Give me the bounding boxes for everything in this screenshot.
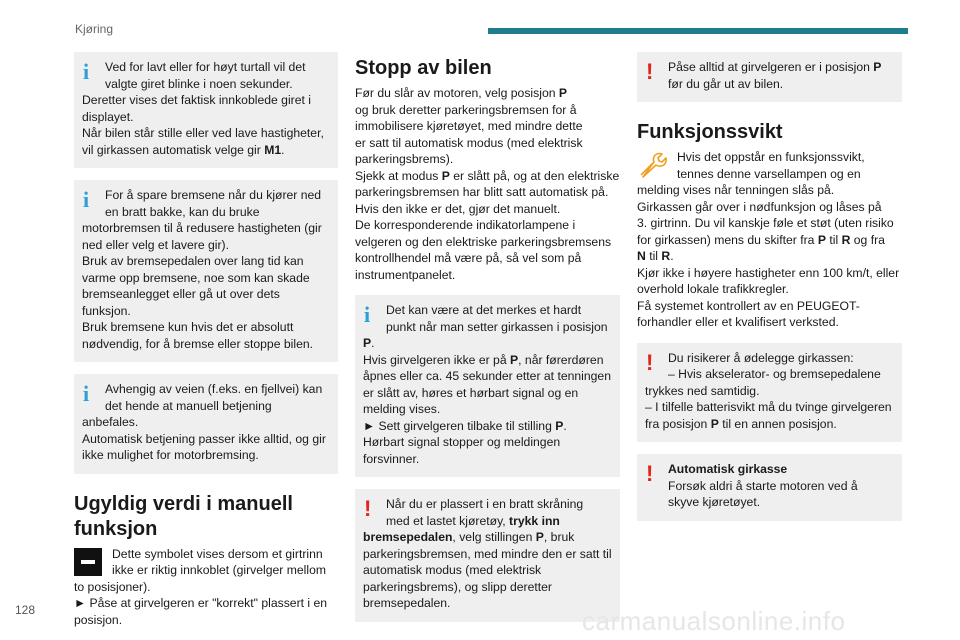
info-icon: i <box>83 381 90 406</box>
warning-box: ! Påse alltid at girvelgeren er i posisjon P før du går ut av bilen. <box>637 52 902 102</box>
gear-fault-symbol-icon <box>74 548 102 576</box>
info-box: i For å spare bremsene når du kjører ned en bratt bakke, kan du bruke motorbremsen til å redusere hastigheten (gir ned eller velg et lavere gir). Bruk av bremsepedalen over lang tid kan varme opp bremsene, noe som kan skade bremseanlegget eller gå ut over dets funksjon. Bruk bremsene kun hvis det er absolutt nødvendig, for å bremse eller stoppe bilen. <box>74 180 338 362</box>
paragraph: Dette symbolet vises dersom et girtrinn ikke er riktig innkoblet (girvelger mellom to posisjoner). ► Påse at girvelgeren er "korrekt" plassert i en posisjon. <box>74 546 328 627</box>
info-box: i Ved for lavt eller for høyt turtall vil det valgte giret blinke i noen sekunder. Deretter vises det faktisk innkoblede giret i displayet. Når bilen står stille eller ved lave hastigheter, vil girkassen automatisk velge gir M1. <box>74 52 338 168</box>
page-number: 128 <box>15 603 36 617</box>
info-box: i Det kan være at det merkes et hardt punkt når man setter girkassen i posisjon P. Hvis girvelgeren ikke er på P, når førerdøren åpnes eller ca. 45 sekunder etter at tenningen er slått av, høres et hørbart signal og en melding vises. ► Sett girvelgeren tilbake til stilling P. Hørbart signal stopper og meldingen forsvinner. <box>355 295 620 477</box>
section-heading: Stopp av bilen <box>355 57 492 79</box>
warning-icon: ! <box>646 349 654 375</box>
warning-icon: ! <box>646 461 654 486</box>
warning-box: ! Når du er plassert i en bratt skråning med et lastet kjøretøy, trykk inn bremsepedalen, velg stillingen P, bruk parkeringsbremsen, med mindre den er satt til automatisk modus (med elektrisk parkeringsbrems), og slipp deretter bremsepedalen. <box>355 489 620 622</box>
column-2 <box>355 52 620 634</box>
watermark: carmanualsonline.info <box>582 606 846 636</box>
section-heading: Ugyldig verdi i manuell funksjon <box>74 492 293 540</box>
paragraph: Før du slår av motoren, velg posisjon P og bruk deretter parkeringsbremsen for å immobilisere kjøretøyet, med mindre dette er satt til automatisk modus (med elektrisk parkeringsbrems). Sjekk at modus P er slått på, og at den elektriske parkeringsbremsen har blitt satt automatisk på. Hvis den ikke er det, gjør det manuelt. De korresponderende indikatorlampene i velgeren og den elektriske parkeringsbremsens kontrollhendel må være på, så vel som på instrumentpanelet. <box>355 86 620 282</box>
warning-box: ! Automatisk girkasse Forsøk aldri å starte motoren ved å skyve kjøretøyet. <box>637 454 902 521</box>
section-title: Kjøring <box>75 22 114 36</box>
column-3 <box>637 52 902 533</box>
warning-icon: ! <box>364 496 372 521</box>
warning-box: ! Du risikerer å ødelegge girkassen: – Hvis akselerator- og bremsepedalene trykkes ned samtidig. – I tilfelle batterisvikt må du tvinge girvelgeren fra posisjon P til en annen posisjon. <box>637 343 902 443</box>
paragraph: Hvis det oppstår en funksjonssvikt, tennes denne varsellampen og en melding vises når tenningen slås på. Girkassen går over i nødfunksjon og låses på 3. girtrinn. Du vil kanskje føle et støt (uten risiko for girkassen) mens du skifter fra P til R og fra N til R. Kjør ikke i høyere hastigheter enn 100 km/t, eller overhold lokale trafikkregler. Få systemet kontrollert av en PEUGEOT- forhandler eller et kvalifisert verksted. <box>637 150 900 329</box>
header-accent-bar <box>488 28 908 34</box>
wrench-warning-icon <box>637 149 667 179</box>
info-icon: i <box>364 302 371 327</box>
info-box: i Avhengig av veien (f.eks. en fjellvei) kan det hende at manuell betjening anbefales. Automatisk betjening passer ikke alltid, og gir ikke mulighet for motorbremsing. <box>74 374 338 474</box>
info-icon: i <box>83 59 90 84</box>
section-heading: Funksjonssvikt <box>637 121 783 143</box>
info-icon: i <box>83 187 90 212</box>
warning-icon: ! <box>646 59 654 84</box>
column-1 <box>74 52 338 628</box>
